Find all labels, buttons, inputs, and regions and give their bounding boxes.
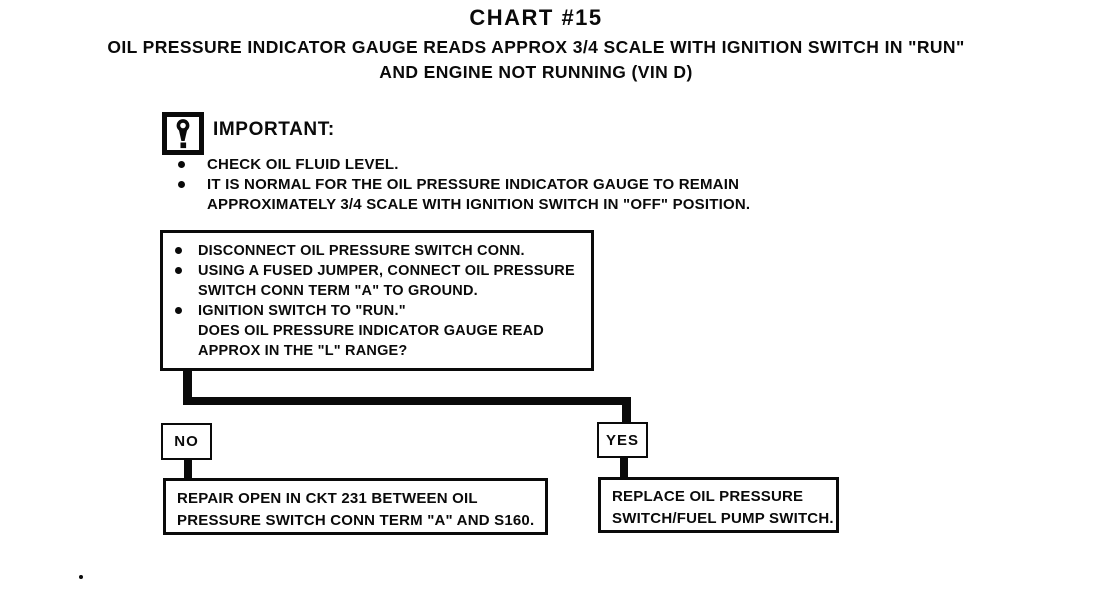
decision-bullet-item	[175, 261, 585, 301]
important-bullet-text: CHECK OIL FLUID LEVEL.	[207, 156, 399, 173]
bullet-icon	[178, 161, 185, 168]
bullet-icon	[178, 181, 185, 188]
connector-line-vertical-below-yes	[620, 456, 628, 478]
important-exclamation-icon	[162, 112, 204, 155]
yes-branch-label: YES	[597, 422, 648, 458]
important-bullet-text: IT IS NORMAL FOR THE OIL PRESSURE INDICATOR GAUGE TO REMAIN	[207, 176, 740, 193]
decision-step-text: USING A FUSED JUMPER, CONNECT OIL PRESSURE	[198, 263, 575, 279]
important-bullet-item	[178, 175, 750, 215]
no-result-box	[163, 478, 548, 535]
chart-subtitle-line-2: AND ENGINE NOT RUNNING (VIN D)	[379, 62, 693, 82]
decision-bullet-item	[175, 301, 585, 321]
yes-result-text: REPLACE OIL PRESSURE	[612, 488, 804, 505]
important-bullet-text: APPROXIMATELY 3/4 SCALE WITH IGNITION SWITCH IN "OFF" POSITION.	[207, 196, 751, 213]
decision-step-text: IGNITION SWITCH TO "RUN."	[198, 303, 406, 319]
scan-artifact-dot	[79, 575, 83, 579]
decision-bullet-item	[175, 241, 585, 261]
yes-result-box	[598, 477, 839, 533]
connector-line-vertical-below-no	[184, 458, 192, 479]
bullet-icon	[175, 247, 182, 254]
yes-result-text: SWITCH/FUEL PUMP SWITCH.	[612, 510, 834, 527]
no-result-text: REPAIR OPEN IN CKT 231 BETWEEN OIL	[177, 490, 478, 507]
decision-question-text: DOES OIL PRESSURE INDICATOR GAUGE READ	[198, 323, 544, 339]
connector-line-horizontal	[183, 397, 631, 405]
connector-line-vertical-to-yes	[622, 397, 631, 424]
chart-title: CHART #15	[469, 5, 603, 30]
important-bullet-list	[178, 155, 750, 215]
bullet-icon	[175, 267, 182, 274]
no-result-text: PRESSURE SWITCH CONN TERM "A" AND S160.	[177, 512, 535, 529]
flowchart-decision-box	[160, 230, 594, 371]
connector-line-vertical-from-decision	[183, 369, 192, 399]
important-bullet-item	[178, 155, 750, 175]
decision-step-text: DISCONNECT OIL PRESSURE SWITCH CONN.	[198, 243, 525, 259]
important-label: IMPORTANT:	[213, 119, 335, 140]
decision-step-text: SWITCH CONN TERM "A" TO GROUND.	[198, 283, 478, 299]
chart-subtitle-line-1: OIL PRESSURE INDICATOR GAUGE READS APPROX 3/4 SCALE WITH IGNITION SWITCH IN "RUN"	[107, 37, 965, 57]
bullet-icon	[175, 307, 182, 314]
no-branch-label: NO	[161, 423, 212, 460]
chart-header	[0, 5, 1072, 85]
decision-question-text: APPROX IN THE "L" RANGE?	[198, 343, 408, 359]
